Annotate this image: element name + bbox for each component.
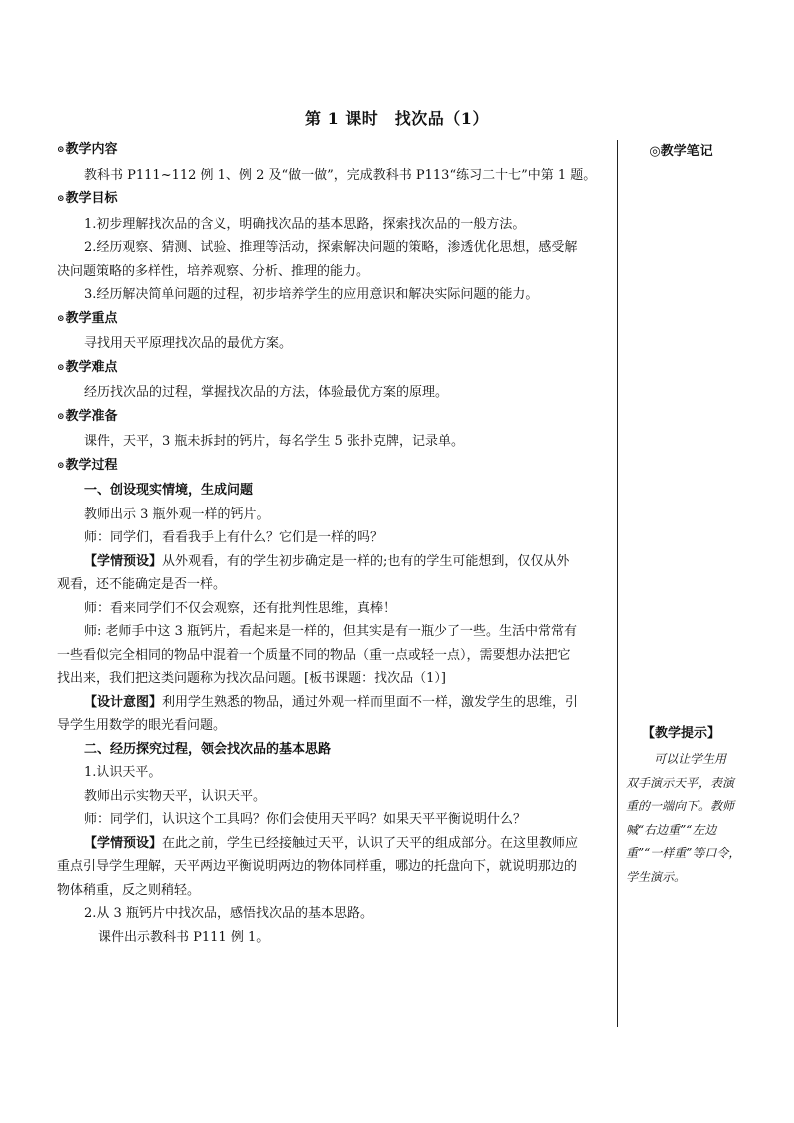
paragraph-line: 观看，还不能确定是否一样。 <box>57 577 227 592</box>
tip-line: 可以让学生用 <box>654 752 727 766</box>
teaching-tips-heading: 【教学提示】 <box>641 726 720 741</box>
paragraph-line: 重点引导学生理解，天平两边平衡说明两边的物体同样重，哪边的托盘向下，就说明那边的 <box>57 859 578 874</box>
content-text: 教科书 P111~112 例 1、例 2 及“做一做”，完成教科书 P113“练习二十七”中第 1 题。 <box>84 167 597 183</box>
paragraph-line: 导学生用数学的眼光看问题。 <box>57 718 227 733</box>
goal-2-line-1: 2.经历观察、猜测、试验、推理等活动，探索解决问题的策略，渗透优化思想，感受解 <box>84 240 578 255</box>
paragraph: 2.从 3 瓶钙片中找次品，感悟找次品的基本思路。 <box>84 906 373 921</box>
tip-line: 双手演示天平，表演 <box>626 775 735 790</box>
paragraph: 1.认识天平。 <box>84 765 162 780</box>
learning-situation-tag: 【学情预设】 <box>84 553 163 569</box>
part-1-heading: 一、创设现实情境，生成问题 <box>84 483 254 498</box>
goal-2-line-2: 决问题策略的多样性，培养观察、分析、推理的能力。 <box>57 263 370 279</box>
key-point-text: 寻找用天平原理找次品的最优方案。 <box>84 336 293 351</box>
difficulty-text: 经历找次品的过程，掌握找次品的方法，体验最优方案的原理。 <box>84 385 449 400</box>
paragraph-text: 从外观看，有的学生初步确定是一样的;也有的学生可能想到，仅仅从外 <box>162 553 570 569</box>
design-intent-tag: 【设计意图】 <box>84 694 163 710</box>
paragraph-line <box>57 550 618 574</box>
section-heading-goals: ⊙ 教学目标 <box>57 187 618 213</box>
tip-line: 重”“一样重”等口令， <box>626 846 741 860</box>
learning-situation-tag: 【学情预设】 <box>84 835 163 851</box>
paragraph: 教师出示实物天平，认识天平。 <box>84 788 267 804</box>
tip-line: 重的一端向下。教师 <box>626 799 735 813</box>
paragraph-line: 找出来，我们把这类问题称为找次品问题。[板书课题：找次品（1）] <box>57 671 446 686</box>
teaching-tips-body <box>626 748 754 889</box>
section-heading-preparation: ⊙ 教学准备 <box>57 405 618 431</box>
section-heading-process: ⊙ 教学过程 <box>57 454 618 480</box>
tip-line: 喊“右边重”“左边 <box>626 822 717 837</box>
paragraph-text: 利用学生熟悉的物品，通过外观一样而里面不一样，激发学生的思维，引 <box>162 694 579 710</box>
paragraph-text: 在此之前，学生已经接触过天平，认识了天平的组成部分。在这里教师应 <box>162 835 579 851</box>
goal-1: 1.初步理解找次品的含义，明确找次品的基本思路，探索找次品的一般方法。 <box>84 216 526 232</box>
paragraph-line: 一些看似完全相同的物品中混着一个质量不同的物品（重一点或轻一点），需要想办法把它 <box>57 647 571 663</box>
paragraph-line <box>57 691 618 715</box>
goal-3: 3.经历解决简单问题的过程，初步培养学生的应用意识和解决实际问题的能力。 <box>84 287 539 302</box>
page-title: 第 1 课时 找次品（1） <box>305 109 489 128</box>
tip-line: 学生演示。 <box>626 869 687 884</box>
paragraph: 教师出示 3 瓶外观一样的钙片。 <box>84 506 270 522</box>
lesson-content <box>57 138 618 949</box>
paragraph: 课件出示教科书 P111 例 1。 <box>98 929 270 945</box>
teaching-notes-heading: ◎教学笔记 <box>649 144 713 159</box>
paragraph-line: 师: 老师手中这 3 瓶钙片，看起来是一样的，但其实是有一瓶少了一些。生活中常常有 <box>84 624 578 639</box>
paragraph-line <box>57 832 618 856</box>
part-2-heading: 二、经历探究过程，领会找次品的基本思路 <box>84 741 332 757</box>
section-heading-key-point: ⊙ 教学重点 <box>57 307 618 333</box>
paragraph: 师：看来同学们不仅会观察，还有批判性思维，真棒！ <box>84 600 397 616</box>
section-heading-content: ⊙ 教学内容 <box>57 138 618 164</box>
paragraph: 师：同学们，看看我手上有什么？它们是一样的吗？ <box>84 530 384 545</box>
paragraph: 师：同学们，认识这个工具吗？你们会使用天平吗？如果天平平衡说明什么？ <box>84 812 527 827</box>
preparation-text: 课件，天平，3 瓶未拆封的钙片，每名学生 5 张扑克牌，记录单。 <box>84 434 464 449</box>
section-heading-difficulty: ⊙ 教学难点 <box>57 356 618 382</box>
paragraph-line: 物体稍重，反之则稍轻。 <box>57 882 201 898</box>
